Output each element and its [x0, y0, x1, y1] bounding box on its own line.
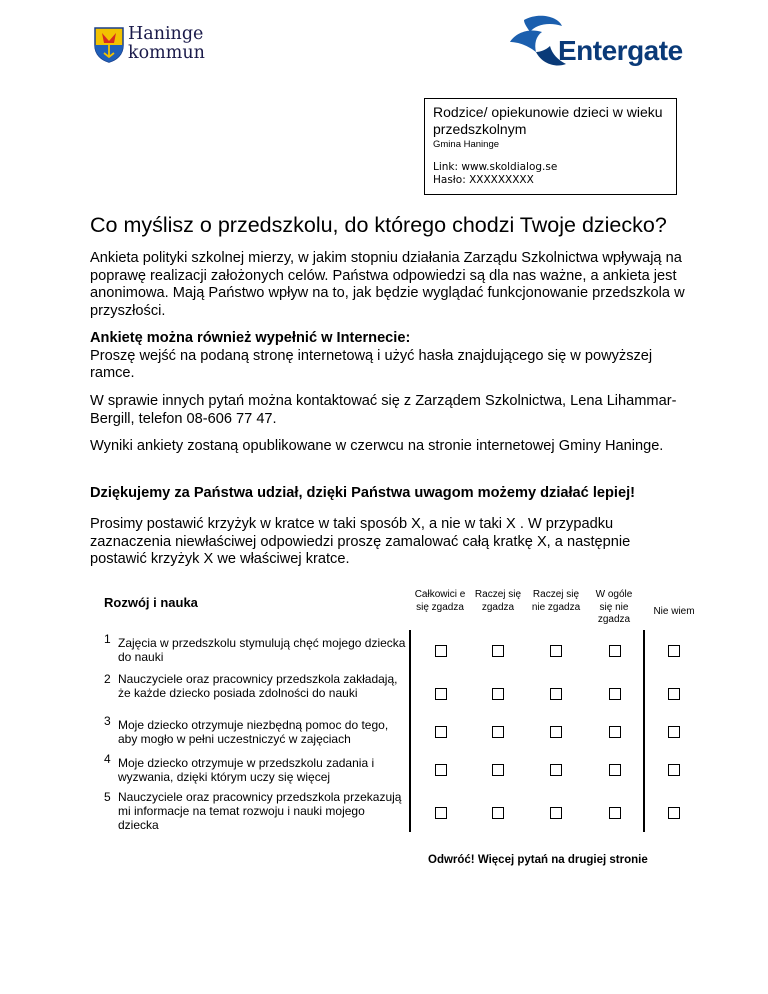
question-text: Zajęcia w przedszkolu stymulują chęć mojego dziecka do nauki: [118, 636, 406, 664]
answer-checkbox[interactable]: [492, 688, 504, 700]
question-number: 3: [104, 714, 111, 728]
answer-checkbox[interactable]: [609, 688, 621, 700]
answer-checkbox[interactable]: [492, 807, 504, 819]
thanks-paragraph: Dziękujemy za Państwa udział, dzięki Państwa uwagom możemy działać lepiej!: [90, 485, 636, 501]
table-divider-left: [409, 630, 411, 832]
answer-checkbox[interactable]: [435, 764, 447, 776]
target-group: Rodzice/ opiekunowie dzieci w wieku przedszkolnym: [433, 104, 663, 137]
answer-checkbox[interactable]: [550, 645, 562, 657]
haninge-wordmark: [128, 25, 205, 63]
answer-checkbox[interactable]: [668, 688, 680, 700]
answer-checkbox[interactable]: [435, 726, 447, 738]
question-number: 5: [104, 790, 111, 804]
municipality-name: Gmina Haninge: [433, 139, 500, 150]
answer-checkbox[interactable]: [609, 764, 621, 776]
internet-text: Proszę wejść na podaną stronę internetową i użyć hasła znajdującego się w powyższej ramce.: [90, 347, 653, 382]
answer-checkbox[interactable]: [668, 807, 680, 819]
survey-link: Link: www.skoldialog.se: [433, 161, 558, 173]
haninge-logo: [94, 25, 224, 67]
haninge-line1: Haninge: [128, 24, 204, 44]
answer-checkbox[interactable]: [668, 726, 680, 738]
question-text: Nauczyciele oraz pracownicy przedszkola przekazują mi informacje na temat rozwoju i nauki mojego dziecka: [118, 790, 402, 832]
answer-checkbox[interactable]: [550, 688, 562, 700]
turn-page-note: Odwróć! Więcej pytań na drugiej stronie: [428, 854, 648, 866]
access-info-box: [424, 98, 677, 195]
entergate-logo: [506, 14, 683, 70]
answer-checkbox[interactable]: [435, 645, 447, 657]
column-header-fully-agree: Całkowici e się zgadza: [414, 589, 466, 613]
answer-checkbox[interactable]: [435, 688, 447, 700]
answer-checkbox[interactable]: [609, 726, 621, 738]
answer-checkbox[interactable]: [435, 807, 447, 819]
column-header-fully-disagree: W ogóle się nie zgadza: [595, 589, 633, 625]
answer-checkbox[interactable]: [492, 764, 504, 776]
answer-checkbox[interactable]: [550, 764, 562, 776]
contact-paragraph: W sprawie innych pytań można kontaktować się z Zarządem Szkolnictwa, Lena Lihammar-Bergill, telefon 08-606 77 47.: [90, 393, 677, 427]
table-divider-right: [643, 630, 645, 832]
instructions-paragraph: Prosimy postawić krzyżyk w kratce w taki sposób X, a nie w taki X . W przypadku zaznaczenia niewłaściwej odpowiedzi proszę zamalować całą kratkę X, a następnie postawić krzyżyk X we właściwej kratce.: [90, 516, 631, 568]
page-title: Co myślisz o przedszkolu, do którego chodzi Twoje dziecko?: [90, 213, 667, 237]
answer-checkbox[interactable]: [492, 645, 504, 657]
section-title: Rozwój i nauka: [104, 595, 198, 610]
internet-heading: Ankietę można również wypełnić w Internecie:: [90, 330, 411, 346]
column-header-rather-agree: Raczej się zgadza: [474, 589, 522, 613]
column-header-rather-disagree: Raczej się nie zgadza: [531, 589, 581, 613]
internet-paragraph: [90, 330, 690, 383]
answer-checkbox[interactable]: [609, 807, 621, 819]
question-number: 1: [104, 632, 111, 646]
question-number: 2: [104, 672, 111, 686]
question-text: Nauczyciele oraz pracownicy przedszkola zakładają, że każde dziecko posiada zdolności do nauki: [118, 672, 398, 700]
answer-checkbox[interactable]: [668, 764, 680, 776]
question-number: 4: [104, 752, 111, 766]
survey-password: Hasło: XXXXXXXXX: [433, 174, 534, 186]
answer-checkbox[interactable]: [550, 807, 562, 819]
answer-checkbox[interactable]: [609, 645, 621, 657]
answer-checkbox[interactable]: [668, 645, 680, 657]
entergate-wordmark: Entergate: [558, 35, 683, 66]
intro-paragraph: Ankieta polityki szkolnej mierzy, w jakim stopniu działania Zarządu Szkolnictwa wpływają na poprawę realizacji założonych celów. Państwa odpowiedzi są dla nas ważne, a ankieta jest anonimowa. Mają Państwo wpływ na to, jak będzie wyglądać funkcjonowanie przedszkola w przyszłości.: [90, 250, 685, 320]
column-header-dont-know: Nie wiem: [653, 606, 695, 617]
answer-checkbox[interactable]: [492, 726, 504, 738]
results-paragraph: Wyniki ankiety zostaną opublikowane w czerwcu na stronie internetowej Gminy Haninge.: [90, 438, 664, 454]
answer-checkbox[interactable]: [550, 726, 562, 738]
haninge-crest-icon: [94, 27, 124, 63]
question-text: Moje dziecko otrzymuje niezbędną pomoc do tego, aby mogło w pełni uczestniczyć w zajęciach: [118, 718, 389, 746]
haninge-line2: kommun: [128, 43, 205, 63]
question-text: Moje dziecko otrzymuje w przedszkolu zadania i wyzwania, dzięki którym uczy się więcej: [118, 756, 375, 784]
